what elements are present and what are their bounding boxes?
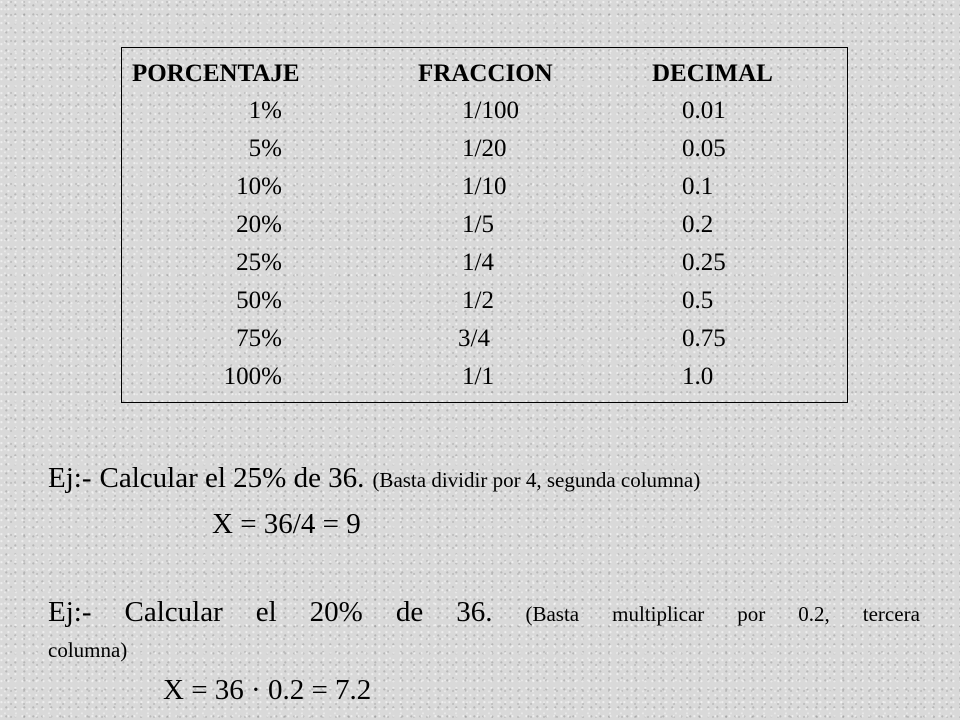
example1-result: X = 36/4 = 9 (212, 508, 361, 540)
percent-cell: 20% (236, 211, 282, 238)
fraction-cell: 1/100 (462, 97, 519, 124)
decimal-cell: 1.0 (682, 363, 714, 390)
decimal-cell: 0.75 (682, 325, 726, 352)
example2-result: X = 36 · 0.2 = 7.2 (163, 674, 372, 706)
example2-note-word: 0.2, (798, 602, 830, 626)
decimal-cell: 0.2 (682, 211, 714, 238)
percent-cell: 25% (236, 249, 282, 276)
percent-cell: 50% (236, 287, 282, 314)
header-porcentaje: PORCENTAJE (132, 60, 300, 87)
decimal-cell: 0.25 (682, 249, 726, 276)
example1-note: (Basta dividir por 4, segunda columna) (372, 468, 701, 492)
example2-line (48, 596, 920, 629)
example2-note-continued: columna) (48, 638, 128, 662)
decimal-cell: 0.5 (682, 287, 714, 314)
decimal-cell: 0.1 (682, 173, 714, 200)
example2-note-word: multiplicar (612, 602, 705, 626)
header-fraccion: FRACCION (418, 60, 553, 87)
example2-word: Calcular (124, 596, 223, 628)
example2-word: el (255, 596, 277, 628)
fraction-cell: 1/2 (462, 287, 494, 314)
fraction-cell: 1/4 (462, 249, 494, 276)
decimal-cell: 0.01 (682, 97, 726, 124)
example2-note-word: por (737, 602, 766, 626)
example1-label: Ej:- (48, 462, 92, 494)
fraction-cell: 1/1 (462, 363, 494, 390)
decimal-cell: 0.05 (682, 135, 726, 162)
percent-cell: 100% (223, 363, 282, 390)
example2-word: 20% (309, 596, 363, 628)
header-decimal: DECIMAL (652, 60, 773, 87)
fraction-cell: 1/5 (462, 211, 494, 238)
percent-cell: 5% (248, 135, 282, 162)
fraction-cell: 1/20 (462, 135, 507, 162)
example2-label: Ej:- (48, 596, 92, 628)
percent-cell: 1% (248, 97, 282, 124)
example2-note-word: tercera (862, 602, 920, 626)
conversion-table (121, 47, 848, 403)
example1-line (48, 462, 700, 495)
percent-cell: 10% (236, 173, 282, 200)
example2-word: 36. (456, 596, 493, 628)
fraction-cell: 1/10 (462, 173, 507, 200)
example2-word: de (395, 596, 424, 628)
fraction-cell: 3/4 (458, 325, 490, 352)
percent-cell: 75% (236, 325, 282, 352)
example1-text: Calcular el 25% de 36. (99, 462, 365, 494)
example2-note-word: (Basta (525, 602, 580, 626)
